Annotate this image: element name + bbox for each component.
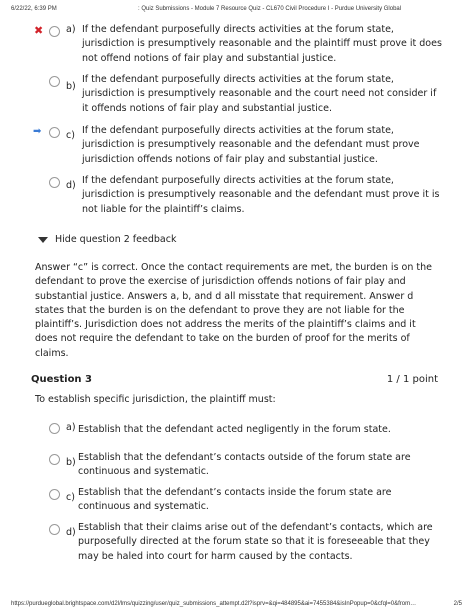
option-letter: a) bbox=[66, 24, 76, 35]
option-text: If the defendant purposefully directs activities at the forum state, jurisdiction is presumptively reasonable and the defendant must prove jurisdiction offends notions of fair play and substantial justice. bbox=[82, 125, 420, 165]
option-text: Establish that the defendant’s contacts inside the forum state are continuous and systematic. bbox=[78, 487, 392, 513]
option-text: If the defendant purposefully directs activities at the forum state, jurisdiction is presumptively reasonable and the court need not consider if it offends notions of fair play and substantial justice. bbox=[82, 74, 437, 114]
question-score: 1 / 1 point bbox=[386, 374, 438, 385]
radio-button[interactable] bbox=[49, 127, 60, 138]
option-letter: b) bbox=[66, 81, 76, 92]
radio-button[interactable] bbox=[49, 26, 60, 37]
radio-button[interactable] bbox=[49, 76, 60, 87]
feedback-toggle[interactable] bbox=[38, 234, 176, 245]
option-letter: d) bbox=[66, 180, 76, 191]
print-page-title: : Quiz Submissions - Module 7 Resource Quiz - CL670 Civil Procedure I - Purdue University Global bbox=[138, 6, 402, 12]
feedback-toggle-label: Hide question 2 feedback bbox=[55, 234, 177, 245]
question-feedback: Answer “c” is correct. Once the contact requirements are met, the burden is on the defendant to prove the exercise of jurisdiction offends notions of fair play and substantial justice. Answers a, b, and d all misstate that requirement. Answer d states that the burden is on the defendant to prove they are not liable for the plaintiff’s. Jurisdiction does not address the merits of the plaintiff’s claims and it does not require the defendant to take on the burden of proof for the merits of claims. bbox=[35, 262, 432, 359]
print-page-number: 2/5 bbox=[453, 601, 462, 607]
radio-button[interactable] bbox=[49, 524, 60, 535]
print-datetime: 6/22/22, 6:39 PM bbox=[11, 6, 57, 12]
option-text: If the defendant purposefully directs activities at the forum state, jurisdiction is presumptively reasonable and the plaintiff must prove it does not offend notions of fair play and substantial justice. bbox=[82, 24, 442, 64]
option-letter: b) bbox=[66, 457, 76, 468]
option-letter: c) bbox=[66, 492, 75, 503]
question-title: Question 3 bbox=[31, 374, 92, 385]
option-text: Establish that the defendant acted negligently in the forum state. bbox=[78, 424, 391, 435]
arrow-right-icon: ➡ bbox=[33, 126, 42, 137]
radio-button[interactable] bbox=[49, 177, 60, 188]
print-url: https://purdueglobal.brightspace.com/d2l/lms/quizzing/user/quiz_submissions_attempt.d2l?isprv=&qi=484895&ai=7455384&isInPopup=0&cfql=0&from… bbox=[11, 601, 417, 607]
option-text: Establish that the defendant’s contacts outside of the forum state are continuous and systematic. bbox=[78, 452, 411, 478]
option-text: Establish that their claims arise out of the defendant’s contacts, which are purposefully directed at the forum state so that it is foreseeable that they may be haled into court for harm caused by the contacts. bbox=[78, 522, 433, 562]
caret-down-icon bbox=[38, 237, 48, 243]
option-letter: a) bbox=[66, 422, 76, 433]
question-prompt: To establish specific jurisdiction, the plaintiff must: bbox=[35, 394, 276, 405]
radio-button[interactable] bbox=[49, 423, 60, 434]
radio-button[interactable] bbox=[49, 454, 60, 465]
option-text: If the defendant purposefully directs activities at the forum state, jurisdiction is presumptively reasonable and the defendant must prove it is not liable for the plaintiff’s claims. bbox=[82, 175, 440, 215]
radio-button[interactable] bbox=[49, 489, 60, 500]
x-mark-icon: ✖ bbox=[34, 24, 44, 37]
option-letter: c) bbox=[66, 130, 75, 141]
option-letter: d) bbox=[66, 527, 76, 538]
